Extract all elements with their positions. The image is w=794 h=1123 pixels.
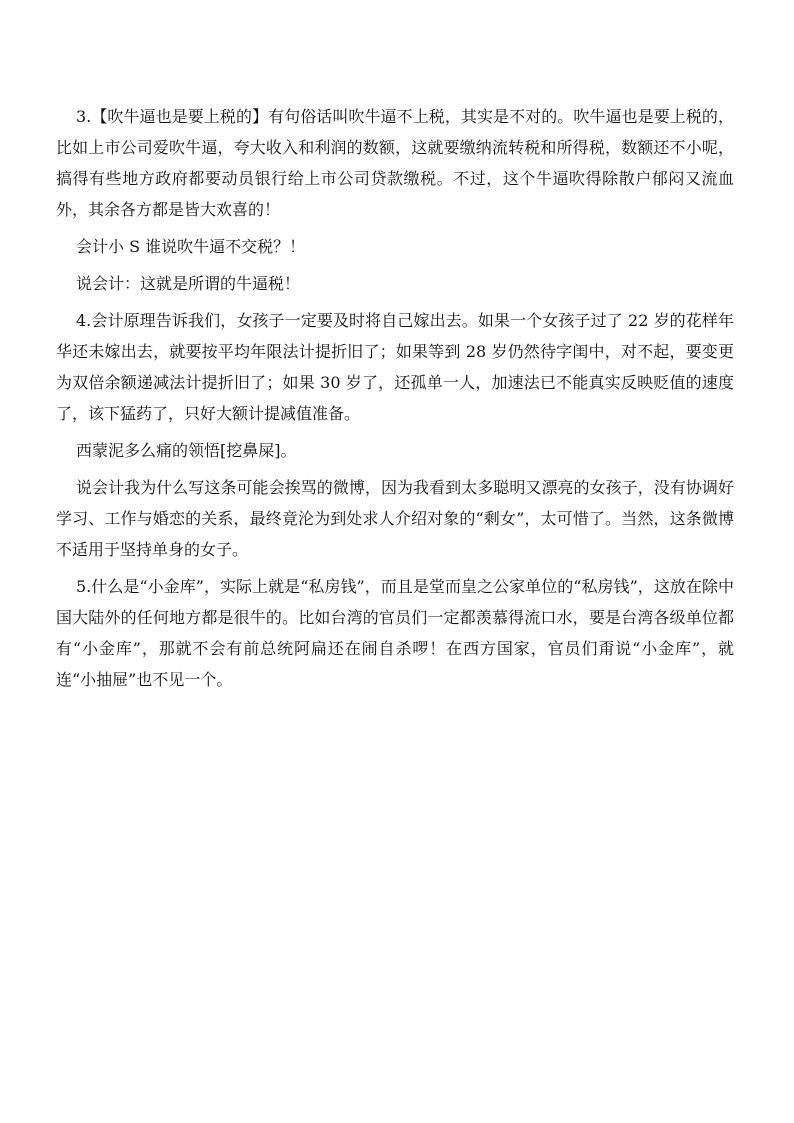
paragraph-comment-reply-1: 说会计：这就是所谓的牛逼税！	[76, 274, 301, 293]
paragraph-comment-reply-2: 说会计我为什么写这条可能会挨骂的微博，因为我看到太多聪明又漂亮的女孩子，没有协调好学习、工作与婚恋的关系，最终竟沦为到处求人介绍对象的“剩女”，太可惜了。当然，这条微博不适用于坚持单身的女子。	[56, 478, 734, 559]
document-body	[56, 101, 734, 701]
paragraph-item-3-tax: 3.【吹牛逼也是要上税的】有句俗话叫吹牛逼不上税，其实是不对的。吹牛逼也是要上税的，比如上市公司爱吹牛逼，夸大收入和利润的数额，这就要缴纳流转税和所得税，数额还不小呢，搞得有些地方政府都要动员银行给上市公司贷款缴税。不过，这个牛逼吹得除散户郁闷又流血外，其余各方都是皆大欢喜的！	[56, 107, 734, 219]
paragraph-comment-accountant-s: 会计小 S 谁说吹牛逼不交税？！	[76, 237, 306, 256]
paragraph-item-4-depreciation: 4.会计原理告诉我们，女孩子一定要及时将自己嫁出去。如果一个女孩子过了 22 岁的花样年华还未嫁出去，就要按平均年限法计提折旧了；如果等到 28 岁仍然待字闺中，对不起，要变更为双倍余额递减法计提折旧了；如果 30 岁了，还孤单一人，加速法已不能真实反映贬值的速度了，该下猛药了，只好大额计提减值准备。	[56, 311, 734, 423]
paragraph-comment-ximengni: 西蒙泥多么痛的领悟[挖鼻屎]。	[76, 441, 297, 460]
paragraph-item-5-slush-fund: 5.什么是“小金库”，实际上就是“私房钱”，而且是堂而皇之公家单位的“私房钱”，这放在除中国大陆外的任何地方都是很牛的。比如台湾的官员们一定都羡慕得流口水，要是台湾各级单位都有“小金库”，那就不会有前总统阿扁还在闹自杀啰！在西方国家，官员们甭说“小金库”，就连“小抽屉”也不见一个。	[56, 577, 734, 689]
